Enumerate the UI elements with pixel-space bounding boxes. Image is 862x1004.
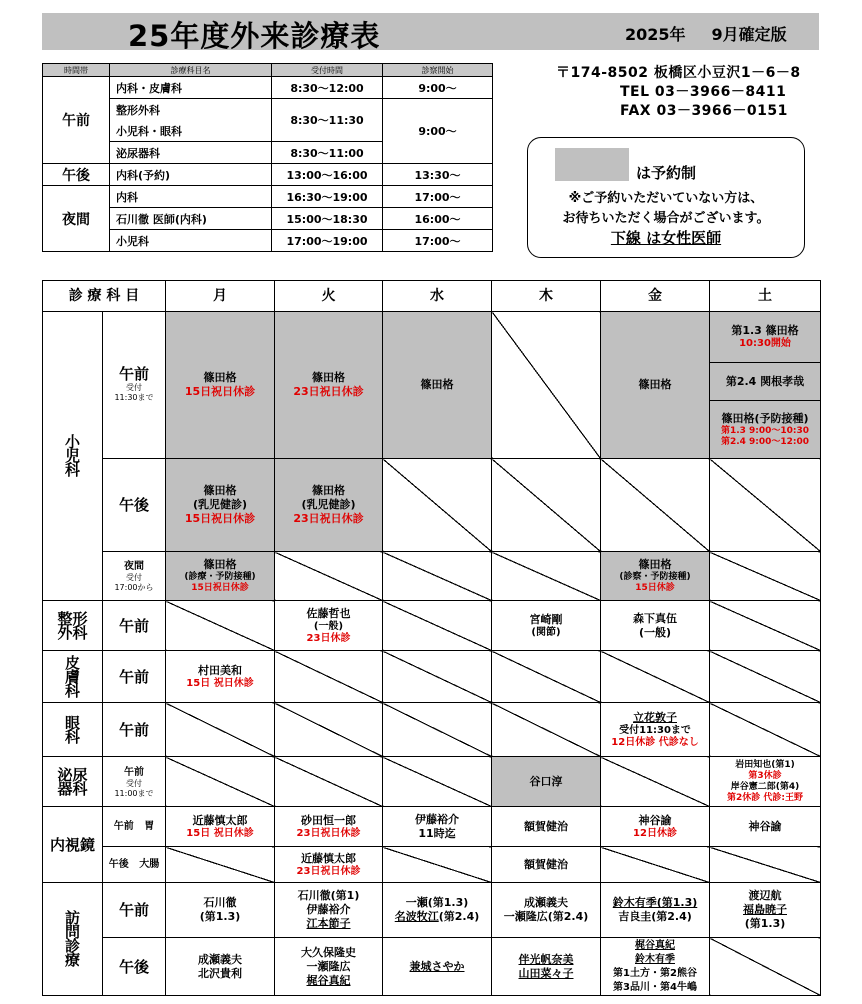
address-block	[556, 64, 801, 121]
dept-orthopedics: 整形 外科	[43, 601, 103, 651]
ped-ev-period	[103, 552, 166, 601]
doctor-name: 額賀健治	[524, 857, 568, 871]
doctor-name: 一瀬隆広	[306, 959, 351, 973]
closure-note: 15日 祝日休診	[186, 677, 254, 689]
hours-dept: 内科(予約)	[110, 164, 272, 186]
uro-wed-empty	[383, 757, 492, 807]
doctor-name: 石川徹(第1)	[297, 889, 360, 902]
hours-recv: 16:30～19:00	[272, 186, 383, 208]
closure-note: 12日休診	[633, 827, 677, 839]
clinic-type: (診察・予防接種)	[619, 572, 691, 582]
derm-tue-empty	[275, 651, 383, 703]
ped-pm-wed-empty	[383, 459, 492, 552]
derm-wed-empty	[383, 651, 492, 703]
address-zip: 〒174-8502 板橋区小豆沢1－6－8	[556, 65, 801, 81]
doctor-name: 宮崎剛	[529, 612, 563, 626]
visit-pm-tue	[275, 938, 383, 996]
doctor-name: 北沢貴利	[198, 966, 242, 980]
endo-am-fri	[601, 807, 710, 847]
notice-line4: 下線 は女性医師	[610, 229, 722, 247]
derm-thu-empty	[492, 651, 601, 703]
year-label: 2025年	[625, 25, 686, 44]
doctor-name: 篠田格	[420, 378, 454, 391]
reservation-swatch	[555, 148, 629, 181]
ped-pm-sat-empty	[710, 459, 821, 552]
doctor-name: 篠田格	[638, 378, 672, 391]
period-sub: 17:00から	[114, 583, 154, 592]
period-afternoon: 午後	[43, 164, 110, 186]
week-note: (第2.4)	[438, 910, 480, 923]
closure-note: 23日休診	[306, 632, 351, 644]
derm-mon	[166, 651, 275, 703]
doctor-name: 第3品川・第4牛嶋	[613, 981, 697, 993]
notice-box	[527, 137, 805, 258]
doctor-name: 近藤慎太郎	[301, 851, 356, 865]
sat-slot-a	[710, 312, 820, 363]
edition-text: 9月確定版	[711, 25, 787, 44]
doctor-name: 江本節子	[306, 917, 351, 930]
doctor-name: 成瀬義夫	[524, 896, 568, 909]
visit-am-mon	[166, 883, 275, 938]
period-sub: 受付	[126, 383, 142, 392]
visit-pm-sat-empty	[710, 938, 821, 996]
uro-thu	[492, 757, 601, 807]
ped-ev-sat-empty	[710, 552, 821, 601]
doctor-name: 一瀬(第1.3)	[405, 896, 469, 909]
endo-pm-period	[103, 847, 166, 883]
ped-am-tue	[275, 312, 383, 459]
doctor-name: 岩田知也(第1)	[735, 759, 795, 770]
doctor-name: 佐藤哲也	[306, 606, 351, 620]
period-label: 午後	[108, 858, 129, 870]
endo-am-thu	[492, 807, 601, 847]
time-note: 10:30開始	[739, 338, 791, 349]
page-title: 25年度外来診療表	[128, 19, 381, 53]
dept-urology: 泌尿 器科	[43, 757, 103, 807]
header-sat: 土	[710, 281, 821, 312]
clinic-type: (関節)	[531, 626, 561, 638]
closure-note: 15日祝日休診	[184, 512, 256, 525]
doctor-name: 大久保隆史	[301, 945, 356, 959]
exam-type: 胃	[144, 820, 155, 832]
doctor-name: 第1土方・第2熊谷	[613, 967, 697, 979]
week-note: (第1.3)	[744, 917, 786, 930]
doctor-name: 福島暁子	[743, 903, 787, 916]
hours-recv: 8:30～11:00	[272, 142, 383, 164]
dept-ophthalmology: 眼 科	[43, 703, 103, 757]
closure-note: 23日祝日休診	[296, 865, 361, 877]
ped-ev-tue-empty	[275, 552, 383, 601]
closure-note: 15日休診	[635, 583, 675, 593]
doctor-name: 梶谷真紀	[635, 939, 675, 951]
doctor-name: 一瀬隆広(第2.4)	[503, 910, 589, 923]
endo-pm-tue	[275, 847, 383, 883]
header-thu: 木	[492, 281, 601, 312]
header-wed: 水	[383, 281, 492, 312]
clinic-type: (一般)	[638, 625, 672, 639]
period-evening: 夜間	[43, 186, 110, 252]
period-sub: 11:00まで	[114, 788, 154, 798]
doctor-name: 篠田格	[312, 371, 345, 384]
clinic-type: (一般)	[313, 620, 344, 632]
ortho-thu	[492, 601, 601, 651]
eye-mon-empty	[166, 703, 275, 757]
visit-pm-wed	[383, 938, 492, 996]
doctor-name: 山田菜々子	[518, 966, 574, 980]
doctor-name: 伊藤裕介	[415, 812, 459, 826]
closure-note: 15日祝日休診	[191, 583, 249, 593]
sat-slot-c	[710, 401, 820, 458]
doctor-name: 立花敦子	[633, 710, 677, 724]
period-morning: 午前	[43, 77, 110, 164]
ped-pm-period: 午後	[103, 459, 166, 552]
hours-start: 16:00～	[383, 208, 493, 230]
doctor-name: 森下真伍	[633, 611, 677, 625]
doctor-name: 篠田格	[638, 558, 672, 571]
visit-pm-mon	[166, 938, 275, 996]
period-label: 午前	[124, 766, 144, 778]
doctor-name: 村田美和	[198, 663, 242, 677]
visit-am-tue	[275, 883, 383, 938]
exam-type: 大腸	[139, 858, 160, 870]
eye-sat-empty	[710, 703, 821, 757]
closure-note: 15日 祝日休診	[186, 827, 254, 839]
derm-fri-empty	[601, 651, 710, 703]
ped-ev-wed-empty	[383, 552, 492, 601]
eye-am-period: 午前	[103, 703, 166, 757]
period-sub: 受付	[126, 778, 142, 788]
time-note: 第2.4 9:00～12:00	[720, 436, 810, 447]
hours-dept: 内科・皮膚科	[110, 77, 272, 99]
doctor-name: 額賀健治	[524, 819, 568, 833]
hours-dept: 小児科・眼科	[110, 120, 272, 142]
doctor-name: 篠田格	[203, 371, 237, 384]
hours-dept: 内科	[110, 186, 272, 208]
clinic-type: (診療・予防接種)	[184, 572, 256, 582]
visit-am-sat	[710, 883, 821, 938]
notice-line3: お待ちいただく場合がございます。	[562, 211, 770, 226]
week-note: (第1.3)	[199, 910, 241, 923]
time-note: 11時迄	[418, 826, 456, 840]
ped-ev-thu-empty	[492, 552, 601, 601]
hours-dept: 小児科	[110, 230, 272, 252]
hours-header: 診察開始	[383, 64, 493, 77]
endo-pm-wed-empty	[383, 847, 492, 883]
doctor-name: 篠田格	[312, 484, 345, 497]
endo-pm-sat-empty	[710, 847, 821, 883]
doctor-name: 近藤慎太郎	[192, 813, 248, 827]
hours-start: 9:00～	[383, 99, 493, 164]
ped-pm-fri-empty	[601, 459, 710, 552]
eye-thu-empty	[492, 703, 601, 757]
endo-pm-fri-empty	[601, 847, 710, 883]
endo-am-period	[103, 807, 166, 847]
closure-note: 15日祝日休診	[184, 385, 256, 398]
clinic-type: (乳児健診)	[192, 498, 248, 511]
ortho-tue	[275, 601, 383, 651]
doctor-name: 谷口淳	[529, 774, 563, 788]
hours-dept: 泌尿器科	[110, 142, 272, 164]
ped-am-mon	[166, 312, 275, 459]
ped-am-period	[103, 312, 166, 459]
notice-line2: ※ご予約いただいていない方は、	[568, 191, 764, 206]
doctor-name: 石川徹	[203, 896, 237, 909]
hours-header: 診療科目名	[110, 64, 272, 77]
hours-start: 17:00～	[383, 230, 493, 252]
period-sub: 11:30まで	[114, 393, 154, 402]
hours-start: 9:00～	[383, 77, 493, 99]
uro-fri-empty	[601, 757, 710, 807]
doctor-name: 渡辺航	[748, 889, 782, 902]
eye-wed-empty	[383, 703, 492, 757]
doctor-name: 篠田格	[203, 484, 237, 497]
uro-am-period	[103, 757, 166, 807]
closure-note: 第3休診	[748, 770, 782, 781]
ped-ev-fri	[601, 552, 710, 601]
hours-recv: 17:00～19:00	[272, 230, 383, 252]
visit-am-wed	[383, 883, 492, 938]
doctor-name: 名波牧江	[394, 910, 439, 923]
endo-am-wed	[383, 807, 492, 847]
endo-am-sat	[710, 807, 821, 847]
doctor-name: 岸谷憲二郎(第4)	[730, 781, 800, 792]
uro-tue-empty	[275, 757, 383, 807]
doctor-name: 砂田恒一郎	[301, 813, 356, 827]
closure-note: 12日休診 代診なし	[611, 736, 699, 748]
ped-am-fri	[601, 312, 710, 459]
endo-am-tue	[275, 807, 383, 847]
doctor-name: 伴光帆奈美	[518, 952, 574, 966]
ped-pm-mon	[166, 459, 275, 552]
hours-recv: 15:00～18:30	[272, 208, 383, 230]
doctor-name: 神谷諭	[748, 819, 782, 833]
derm-sat-empty	[710, 651, 821, 703]
reception-note: 受付11:30まで	[619, 724, 691, 736]
doctor-name: 神谷諭	[638, 813, 672, 827]
closure-note: 23日祝日休診	[293, 385, 364, 398]
doctor-name: 梶谷真紀	[306, 973, 351, 987]
period-label: 午前	[113, 820, 134, 832]
doctor-name: 鈴木有季	[635, 953, 675, 965]
ped-am-sat	[710, 312, 821, 459]
schedule-table	[42, 280, 821, 996]
doctor-name: 鈴木有季(第1.3)	[612, 896, 698, 909]
doctor-name: 第2.4 関根孝哉	[725, 374, 805, 388]
ped-am-wed	[383, 312, 492, 459]
ortho-wed-empty	[383, 601, 492, 651]
hours-recv: 8:30～11:30	[272, 99, 383, 142]
dept-dermatology: 皮 膚 科	[43, 651, 103, 703]
doctor-name: 篠田格(予防接種)	[721, 411, 809, 425]
visit-am-thu	[492, 883, 601, 938]
doctor-name: 伊藤裕介	[306, 903, 351, 916]
ped-ev-mon	[166, 552, 275, 601]
hours-header: 受付時間	[272, 64, 383, 77]
ped-am-thu-empty	[492, 312, 601, 459]
visit-am-period: 午前	[103, 883, 166, 938]
doctor-name: 成瀬義夫	[198, 952, 242, 966]
address-tel: TEL 03－3966－8411	[620, 84, 787, 100]
header-tue: 火	[275, 281, 383, 312]
closure-note: 第2休診 代診:王野	[727, 792, 803, 803]
eye-tue-empty	[275, 703, 383, 757]
hours-recv: 13:00～16:00	[272, 164, 383, 186]
header-dept: 診 療 科 目	[43, 281, 166, 312]
clinic-type: (乳児健診)	[301, 498, 356, 511]
period-label: 午前	[118, 365, 149, 383]
doctor-name: 兼城さやか	[409, 959, 465, 973]
doctor-name: 吉良圭(第2.4)	[618, 910, 692, 923]
closure-note: 23日祝日休診	[293, 512, 364, 525]
period-sub: 受付	[126, 573, 142, 582]
address-fax: FAX 03－3966－0151	[620, 103, 788, 119]
endo-am-mon	[166, 807, 275, 847]
doctor-name: 第1.3 篠田格	[731, 324, 799, 337]
edition-label	[625, 22, 813, 45]
hours-start: 17:00～	[383, 186, 493, 208]
dept-pediatrics: 小 児 科	[43, 312, 103, 601]
hours-dept: 整形外科	[110, 99, 272, 121]
hours-header: 時間帯	[43, 64, 110, 77]
dept-home-visit: 訪 問 診 療	[43, 883, 103, 996]
hours-table	[42, 63, 493, 252]
notice-reserve: は予約制	[636, 164, 697, 182]
uro-sat	[710, 757, 821, 807]
ped-pm-thu-empty	[492, 459, 601, 552]
doctor-name: 篠田格	[203, 558, 237, 571]
endo-pm-thu	[492, 847, 601, 883]
time-note: 第1.3 9:00～10:30	[720, 425, 810, 436]
hours-recv: 8:30～12:00	[272, 77, 383, 99]
ortho-mon-empty	[166, 601, 275, 651]
closure-note: 23日祝日休診	[296, 827, 361, 839]
hours-dept: 石川徹 医師(内科)	[110, 208, 272, 230]
dept-endoscopy: 内視鏡	[43, 807, 103, 883]
ortho-am-period: 午前	[103, 601, 166, 651]
sat-slot-b	[710, 363, 820, 401]
eye-fri	[601, 703, 710, 757]
endo-pm-mon-empty	[166, 847, 275, 883]
hours-start: 13:30～	[383, 164, 493, 186]
visit-pm-thu	[492, 938, 601, 996]
period-label: 夜間	[124, 561, 144, 572]
visit-am-fri	[601, 883, 710, 938]
header-fri: 金	[601, 281, 710, 312]
header-mon: 月	[166, 281, 275, 312]
ped-pm-tue	[275, 459, 383, 552]
uro-mon-empty	[166, 757, 275, 807]
visit-pm-fri	[601, 938, 710, 996]
ortho-fri	[601, 601, 710, 651]
visit-pm-period: 午後	[103, 938, 166, 996]
derm-am-period: 午前	[103, 651, 166, 703]
ortho-sat-empty	[710, 601, 821, 651]
